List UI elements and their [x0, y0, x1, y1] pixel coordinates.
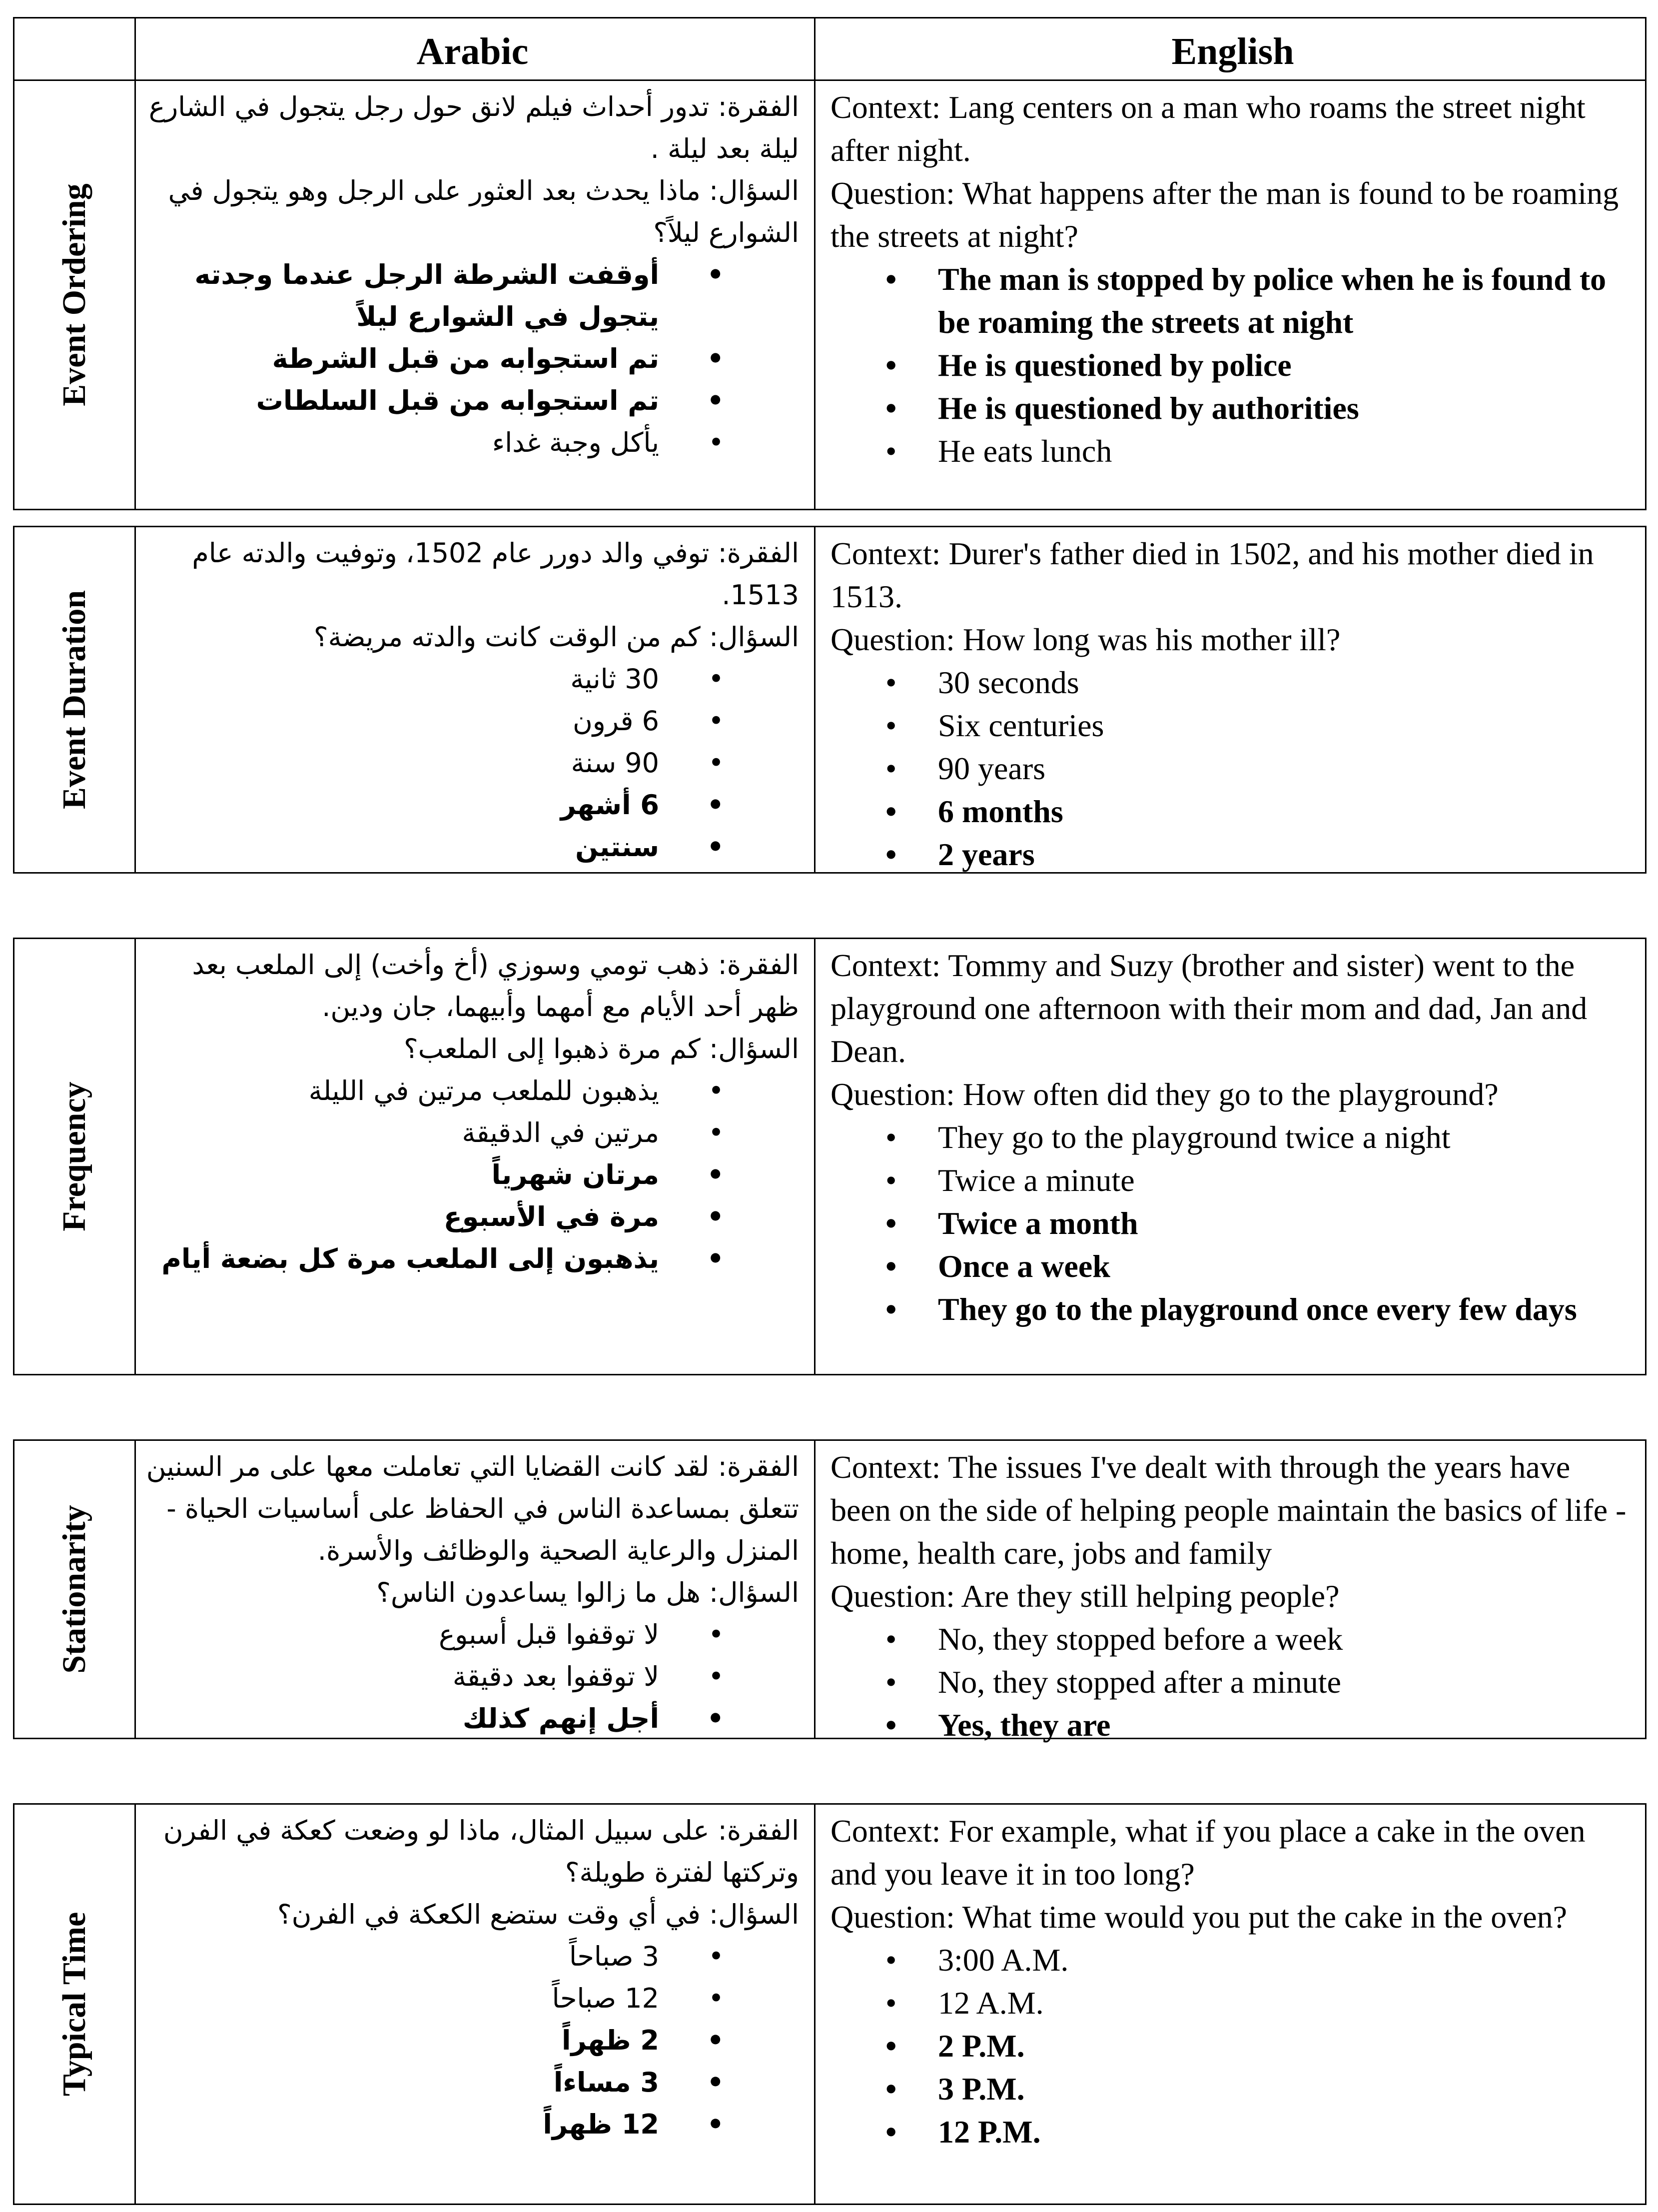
- section-label: Frequency: [56, 1082, 92, 1231]
- arabic-option: • 3 صباحاً: [146, 1936, 799, 1978]
- arabic-context: الفقرة: تدور أحداث فيلم لانق حول رجل يتجول في الشارع ليلة بعد ليلة .: [148, 91, 799, 164]
- arabic-context: الفقرة: لقد كانت القضايا التي تعاملت معها على مر السنين تتعلق بمساعدة الناس في الحفاظ على أساسيات الحياة - المنزل والرعاية الصحية والوظائف والأسرة.: [146, 1451, 799, 1566]
- arabic-option: • مرتان شهرياً: [146, 1154, 799, 1196]
- header-arabic: Arabic: [136, 18, 816, 79]
- english-question: Question: How often did they go to the playground?: [830, 1077, 1499, 1112]
- arabic-option: • 3 مساءاً: [146, 2062, 799, 2104]
- arabic-option: • تم استجوابه من قبل الشرطة: [146, 338, 799, 380]
- arabic-options: [146, 658, 799, 868]
- arabic-option: • يأكل وجبة غداء: [146, 422, 799, 464]
- arabic-option: • 90 سنة: [146, 742, 799, 784]
- section-label-cell: [14, 527, 136, 872]
- english-context: Context: For example, what if you place a cake in the oven and you leave it in too long?: [830, 1813, 1586, 1892]
- section-label: Typical Time: [56, 1912, 92, 2097]
- english-question: Question: What time would you put the cake in the oven?: [830, 1899, 1568, 1935]
- arabic-option: • أوقفت الشرطة الرجل عندما وجدته يتجول في الشوارع ليلاً: [146, 254, 799, 338]
- section-label-cell: [14, 1805, 136, 2204]
- english-option: • 2 P.M.: [830, 2025, 1635, 2068]
- english-option: • Twice a minute: [830, 1159, 1635, 1202]
- english-context: Context: Tommy and Suzy (brother and sister) went to the playground one afternoon with their mom and dad, Jan and Dean.: [830, 948, 1588, 1069]
- arabic-option: • مرتين في الدقيقة: [146, 1112, 799, 1154]
- english-options: [830, 258, 1635, 473]
- arabic-options: [146, 254, 799, 464]
- english-option: • Once a week: [830, 1245, 1635, 1288]
- english-option: • The man is stopped by police when he is found to be roaming the streets at night: [830, 258, 1635, 344]
- arabic-option: • 2 ظهراً: [146, 2020, 799, 2062]
- english-cell: [816, 1441, 1645, 1743]
- section-label-cell: [14, 1441, 136, 1738]
- arabic-question: السؤال: هل ما زالوا يساعدون الناس؟: [376, 1577, 799, 1608]
- english-option: • 12 A.M.: [830, 1982, 1635, 2025]
- arabic-option: • مرة في الأسبوع: [146, 1196, 799, 1238]
- english-option: • He eats lunch: [830, 430, 1635, 473]
- english-option: • They go to the playground once every few days: [830, 1288, 1635, 1331]
- english-option: • 3 P.M.: [830, 2068, 1635, 2111]
- english-option: • 2 years: [830, 833, 1635, 876]
- arabic-option: • أجل إنهم كذلك: [146, 1698, 799, 1740]
- arabic-question: السؤال: كم مرة ذهبوا إلى الملعب؟: [404, 1033, 799, 1065]
- arabic-cell: [136, 81, 816, 509]
- arabic-option: • 12 صباحاً: [146, 1978, 799, 2020]
- arabic-options: [146, 1614, 799, 1740]
- arabic-option: • لا توقفوا بعد دقيقة: [146, 1656, 799, 1698]
- header-label-cell: [14, 18, 136, 79]
- arabic-options: [146, 1936, 799, 2146]
- table-header: [13, 17, 1647, 81]
- english-options: [830, 1939, 1635, 2154]
- arabic-option: • يذهبون إلى الملعب مرة كل بضعة أيام: [146, 1238, 799, 1280]
- arabic-context: الفقرة: على سبيل المثال، ماذا لو وضعت كعكة في الفرن وتركتها لفترة طويلة؟: [163, 1815, 799, 1888]
- english-option: • 30 seconds: [830, 661, 1635, 704]
- arabic-question: السؤال: كم من الوقت كانت والدته مريضة؟: [313, 621, 799, 653]
- section-frequency: [13, 938, 1647, 1375]
- english-cell: [816, 81, 1645, 509]
- english-options: [830, 1116, 1635, 1331]
- arabic-option: • يذهبون للملعب مرتين في الليلة: [146, 1070, 799, 1112]
- section-event-ordering: [13, 79, 1647, 510]
- arabic-context: الفقرة: ذهب تومي وسوزي (أخ وأخت) إلى الملعب بعد ظهر أحد الأيام مع أمهما وأبيهما، جان ودين.: [192, 949, 799, 1023]
- arabic-option: • 12 ظهراً: [146, 2104, 799, 2146]
- arabic-context: الفقرة: توفي والد دورر عام 1502، وتوفيت والدته عام 1513.: [192, 537, 799, 611]
- arabic-cell: [136, 939, 816, 1374]
- english-option: • He is questioned by police: [830, 344, 1635, 387]
- section-label: Event Ordering: [56, 183, 92, 406]
- english-option: • 12 P.M.: [830, 2111, 1635, 2154]
- english-question: Question: How long was his mother ill?: [830, 622, 1341, 657]
- english-cell: [816, 1805, 1645, 2204]
- english-option: • 3:00 A.M.: [830, 1939, 1635, 1982]
- section-label: Stationarity: [56, 1505, 92, 1674]
- section-label-cell: [14, 81, 136, 509]
- section-stationarity: [13, 1439, 1647, 1743]
- arabic-options: [146, 1070, 799, 1280]
- header-english: English: [1171, 30, 1294, 72]
- english-options: [830, 661, 1635, 876]
- english-options: [830, 1618, 1635, 1747]
- arabic-cell: [136, 527, 816, 872]
- english-cell: [816, 939, 1645, 1374]
- english-option: • He is questioned by authorities: [830, 387, 1635, 430]
- english-option: • 6 months: [830, 790, 1635, 833]
- section-label-cell: [14, 939, 136, 1374]
- arabic-option: • لا توقفوا قبل أسبوع: [146, 1614, 799, 1656]
- english-option: • No, they stopped before a week: [830, 1618, 1635, 1661]
- arabic-cell: [136, 1441, 816, 1738]
- english-option: • They go to the playground twice a night: [830, 1116, 1635, 1159]
- english-question: Question: Are they still helping people?: [830, 1578, 1340, 1614]
- english-option: • No, they stopped after a minute: [830, 1661, 1635, 1704]
- english-context: Context: Durer's father died in 1502, and his mother died in 1513.: [830, 536, 1594, 614]
- english-context: Context: The issues I've dealt with through the years have been on the side of helping people maintain the basics of life - home, health care, jobs and family: [830, 1449, 1627, 1571]
- section-event-duration: [13, 526, 1647, 874]
- english-option: • Yes, they are: [830, 1704, 1635, 1747]
- arabic-cell: [136, 1805, 816, 2204]
- arabic-option: • تم استجوابه من قبل السلطات: [146, 380, 799, 422]
- arabic-option: • سنتين: [146, 826, 799, 868]
- english-cell: [816, 527, 1645, 872]
- arabic-question: السؤال: ماذا يحدث بعد العثور على الرجل وهو يتجول في الشوارع ليلاً؟: [168, 175, 799, 248]
- arabic-option: • 6 قرون: [146, 700, 799, 742]
- english-option: • 90 years: [830, 747, 1635, 790]
- english-question: Question: What happens after the man is found to be roaming the streets at night?: [830, 175, 1619, 254]
- english-option: • Twice a month: [830, 1202, 1635, 1245]
- english-option: • Six centuries: [830, 704, 1635, 747]
- arabic-option: • 6 أشهر: [146, 784, 799, 826]
- section-typical-time: [13, 1803, 1647, 2205]
- arabic-option: • 30 ثانية: [146, 658, 799, 700]
- arabic-question: السؤال: في أي وقت ستضع الكعكة في الفرن؟: [277, 1899, 799, 1930]
- english-context: Context: Lang centers on a man who roams the street night after night.: [830, 89, 1586, 168]
- section-label: Event Duration: [56, 590, 92, 810]
